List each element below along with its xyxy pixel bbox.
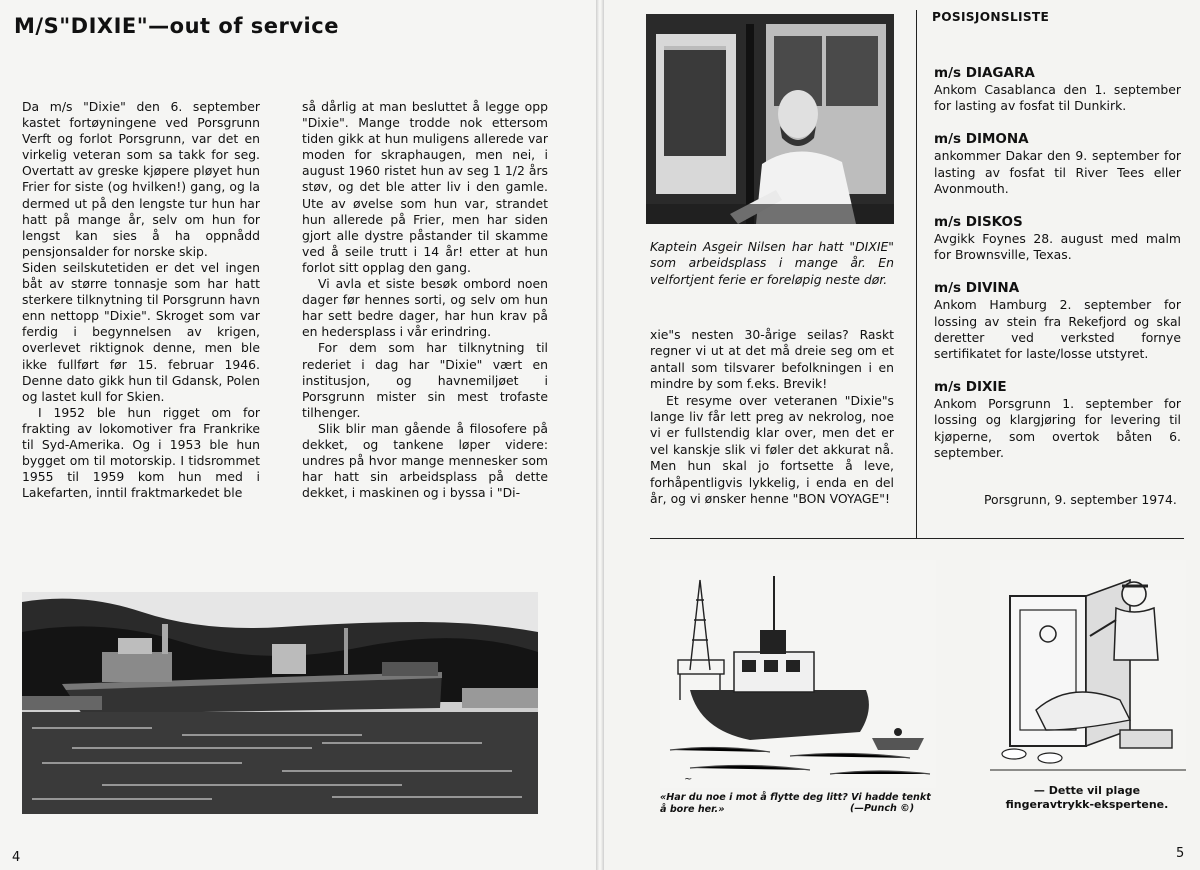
column-divider (916, 10, 917, 538)
ship-position-text: Ankom Porsgrunn 1. september for lossing og klargjøring for levering til kjøperne, som overtok båten 6. september. (934, 396, 1181, 460)
article-column-3 (650, 327, 894, 507)
list-item (934, 130, 1181, 197)
paragraph: Vi avla et siste besøk ombord noen dager før hennes sorti, og selv om hun har sett bedre dager, har hun krav på en hedersplass i vår erindring. (302, 276, 548, 340)
paragraph: For dem som har tilknytning til rederiet i dag har "Dixie" vært en institusjon, og havnemiljøet i Porsgrunn mister sin mest trofaste tilhenger. (302, 340, 548, 420)
safe-cartoon-caption: — Dette vil plage fingeravtrykk-ekspertene. (1005, 784, 1169, 811)
ship-position-text: Ankom Casablanca den 1. september for lasting av fosfat til Dunkirk. (934, 82, 1181, 114)
page-gutter (596, 0, 604, 870)
paragraph: Siden seilskutetiden er det vel ingen båt av større tonnasje som har hatt sterkere tilknytning til Porsgrunn havn enn nettopp "Dixie". Skroget som var ferdig i begynnelsen av krigen, overlevet riktignok denne, men ble ikke fullført før 15. februar 1946. Denne dato gikk hun til Gdansk, Polen og lastet kull for Skien. (22, 259, 260, 404)
ship-name: m/s DIVINA (934, 280, 1020, 297)
cartoon-credit: (—Punch ©) (850, 803, 915, 814)
safe-cartoon (990, 560, 1186, 780)
position-list (934, 64, 1181, 477)
captain-photo (646, 14, 894, 224)
page-number: 5 (1176, 846, 1185, 861)
ship-position-text: Avgikk Foynes 28. august med malm for Brownsville, Texas. (934, 231, 1181, 263)
tugboat-cartoon-caption: «Har du noe i mot å flytte deg litt? Vi hadde tenkt å bore her.» (660, 792, 931, 815)
list-item (934, 64, 1181, 114)
list-item (934, 213, 1181, 263)
article-column-2 (302, 99, 548, 501)
section-divider (650, 538, 1184, 539)
article-title: M/S"DIXIE"—out of service (14, 14, 339, 38)
paragraph: Et resyme over veteranen "Dixie"s lange liv får lett preg av nekrolog, noe vi er fullstendig klar over, men det er vel kanskje slik vi føler det akkurat nå. Men hun skal jo fortsette å leve, forhåpentligvis lykkelig, i enda en del år, og vi ønsker henne "BON VOYAGE"! (650, 392, 894, 507)
signoff: Porsgrunn, 9. september 1974. (984, 492, 1177, 507)
paragraph: så dårlig at man besluttet å legge opp "Dixie". Mange trodde nok ettersom tiden gikk at hun muligens allerede var moden for skraphaugen, men nei, i august 1960 ristet hun av seg 1 1/2 års støv, og det ble atter liv i den gamle. Ute av øvelse som hun var, strandet hun allerede på Frier, men har siden gjort alle dystre påstander til skamme ved å seile trutt i 14 år! etter at hun forlot sitt opplag den gang. (302, 99, 548, 275)
left-page (0, 0, 598, 870)
paragraph: Da m/s "Dixie" den 6. september kastet fortøyningene ved Porsgrunn Verft og forlot Porsgrunn, var det en virkelig veteran som sa takk for seg. Overtatt av greske kjøpere pløyet hun Frier for siste (og hvilken!) gang, og la dermed ut på den lengste tur hun har hatt på mange år, selv om hun for lengst kan sies å ha oppnådd pensjonsalder for norske skip. (22, 99, 260, 259)
paragraph: I 1952 ble hun rigget om for frakting av lokomotiver fra Frankrike til Syd-Amerika. Og i 1953 ble hun bygget om til motorskip. I tidsrommet 1955 til 1959 kom hun med i Lakefarten, inntil fraktmarkedet ble (22, 404, 260, 501)
paragraph: Slik blir man gående å filosofere på dekket, og tankene løper videre: undres på hvor mange mennesker som har hatt sin arbeidsplass på dette dekket, i maskinen og i byssa i "Di- (302, 420, 548, 501)
ship-position-text: ankommer Dakar den 9. september for lasting av fosfat til River Tees eller Avonmouth. (934, 148, 1181, 196)
ship-name: m/s DIAGARA (934, 65, 1035, 81)
tugboat-cartoon (660, 560, 936, 788)
svg-text:~: ~ (684, 774, 693, 785)
ship-name: m/s DISKOS (934, 214, 1023, 231)
ship-name: m/s DIMONA (934, 131, 1029, 148)
article-column-1 (22, 99, 260, 501)
paragraph: xie"s nesten 30-årige seilas? Raskt regner vi ut at det må dreie seg om et antall som tilsvarer befolkningen i en mindre by som f.eks. Brevik! (650, 327, 894, 392)
ship-name: m/s DIXIE (934, 379, 1007, 396)
page-number: 4 (12, 850, 21, 865)
photo-caption: Kaptein Asgeir Nilsen har hatt "DIXIE" som arbeidsplass i mange år. En velfortjent ferie er foreløpig neste dør. (650, 239, 894, 287)
ship-photo (22, 592, 538, 814)
list-item (934, 378, 1181, 461)
list-item (934, 279, 1181, 362)
ship-position-text: Ankom Hamburg 2. september for lossing av stein fra Rekefjord og skal deretter ved verksted fornye sertifikatet for laste/losse utstyret. (934, 297, 1181, 362)
position-list-heading: POSISJONSLISTE (932, 10, 1050, 24)
